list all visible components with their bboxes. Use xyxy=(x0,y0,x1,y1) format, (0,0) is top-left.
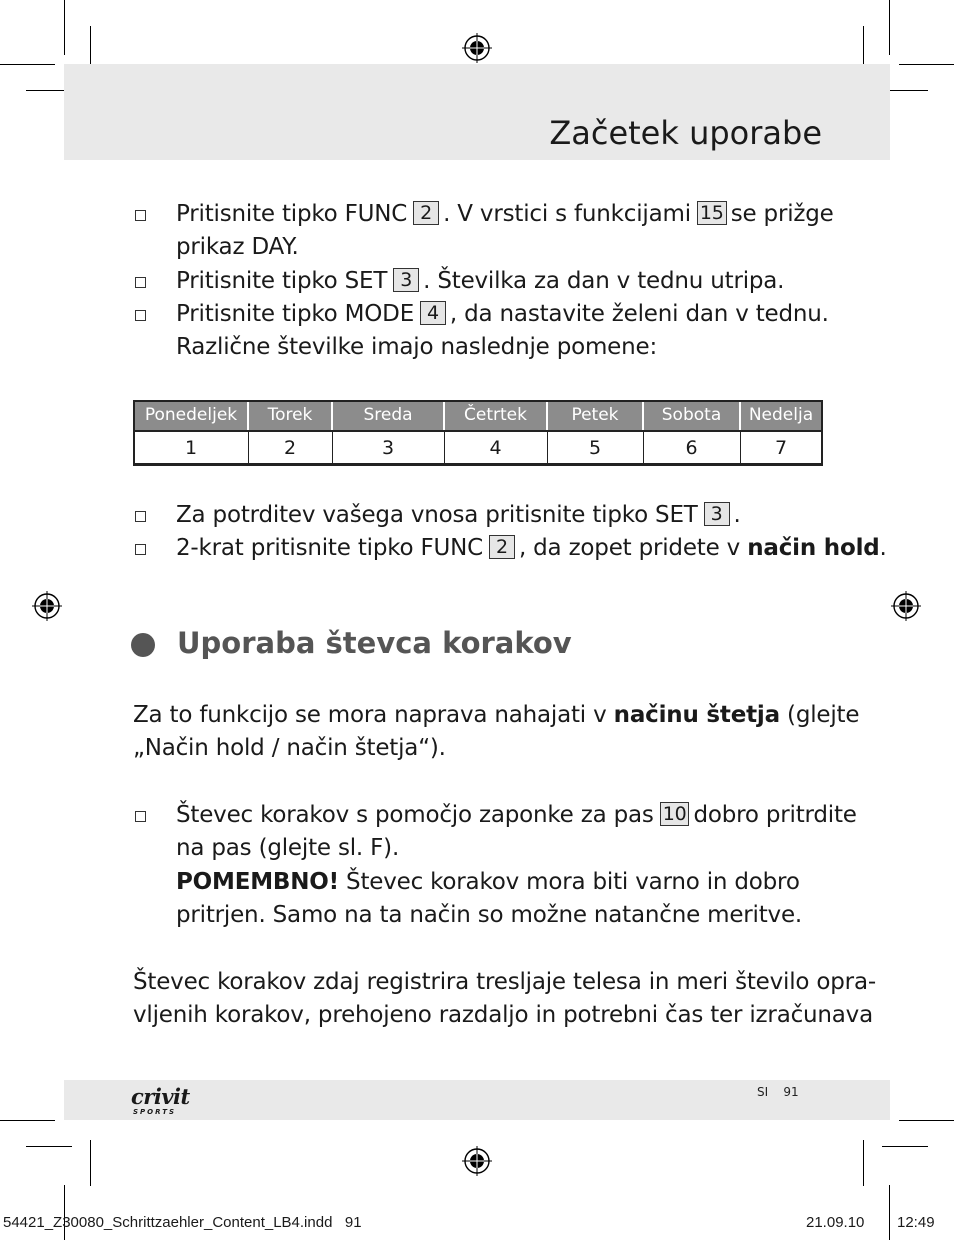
section-heading: Uporaba števca korakov xyxy=(177,626,572,660)
crop-mark xyxy=(882,1146,928,1147)
intro-line: „Način hold / način štetja“). xyxy=(133,735,446,761)
table-cell: 7 xyxy=(740,431,822,464)
table-header-cell: Ponedeljek xyxy=(134,400,248,431)
days-table-border xyxy=(133,400,823,466)
step-line xyxy=(176,298,829,331)
step-text: Pritisnite tipko SET xyxy=(176,268,388,294)
intro-line xyxy=(133,699,859,732)
step-text: . V vrstici s funkcijami xyxy=(443,201,691,227)
section-bullet-icon xyxy=(131,633,155,657)
step-line xyxy=(176,799,857,832)
crop-mark xyxy=(889,0,890,55)
crop-mark xyxy=(899,1120,954,1121)
step-text: Za potrditev vašega vnosa pritisnite tipko SET xyxy=(176,502,698,528)
square-bullet-icon xyxy=(135,310,146,321)
table-header-cell: Četrtek xyxy=(444,400,547,431)
page-info xyxy=(757,1085,799,1099)
step-line-continued: Različne številke imajo naslednje pomene: xyxy=(176,334,657,360)
intro-text: (glejte xyxy=(787,702,860,728)
crop-mark xyxy=(0,64,55,65)
table-header-cell: Petek xyxy=(547,400,643,431)
step-line-continued: na pas (glejte sl. F). xyxy=(176,835,400,861)
step-text: . xyxy=(733,502,741,528)
paragraph-line: vljenih korakov, prehojeno razdaljo in potrebni čas ter izračunava xyxy=(133,1002,873,1028)
crop-mark xyxy=(64,1185,65,1240)
crop-mark xyxy=(26,1146,72,1147)
brand-logo: crivit xyxy=(131,1084,190,1109)
step-text: Pritisnite tipko MODE xyxy=(176,301,415,327)
step-line xyxy=(176,499,741,532)
table-cell: 4 xyxy=(444,431,547,464)
key-reference: 3 xyxy=(393,268,419,292)
crop-mark xyxy=(90,1140,91,1186)
square-bullet-icon xyxy=(135,811,146,822)
table-header-cell: Nedelja xyxy=(740,400,822,431)
step-line xyxy=(176,265,784,298)
key-reference: 2 xyxy=(489,535,515,559)
mode-name: načinu štetja xyxy=(613,702,780,728)
square-bullet-icon xyxy=(135,544,146,555)
important-note xyxy=(176,866,800,899)
registration-mark-icon xyxy=(891,591,921,621)
registration-mark-icon xyxy=(32,591,62,621)
print-slug-time: 12:49 xyxy=(897,1214,935,1231)
step-line xyxy=(176,198,834,231)
table-cell: 1 xyxy=(134,431,248,464)
important-text: Števec korakov mora biti varno in dobro xyxy=(346,869,800,895)
crop-mark xyxy=(0,1120,55,1121)
crop-mark xyxy=(899,64,954,65)
step-line xyxy=(176,532,887,565)
key-reference: 3 xyxy=(704,502,730,526)
square-bullet-icon xyxy=(135,511,146,522)
key-reference: 2 xyxy=(413,201,439,225)
print-slug-date: 21.09.10 xyxy=(806,1214,865,1231)
step-text: Pritisnite tipko FUNC xyxy=(176,201,408,227)
key-reference: 15 xyxy=(697,201,727,225)
step-text: se prižge xyxy=(730,201,834,227)
step-text: , da nastavite želeni dan v tednu. xyxy=(449,301,829,327)
step-text: . xyxy=(879,535,887,561)
square-bullet-icon xyxy=(135,210,146,221)
step-line-continued: prikaz DAY. xyxy=(176,234,299,260)
page-number: 91 xyxy=(783,1085,799,1099)
brand-logo-sub: SPORTS xyxy=(133,1108,177,1116)
square-bullet-icon xyxy=(135,277,146,288)
important-note-continued: pritrjen. Samo na ta način so možne natančne meritve. xyxy=(176,902,803,928)
print-slug-file: 54421_Z30080_Schrittzaehler_Content_LB4.indd 91 xyxy=(3,1214,362,1231)
step-text: 2-krat pritisnite tipko FUNC xyxy=(176,535,484,561)
step-text: , da zopet pridete v xyxy=(518,535,741,561)
table-cell: 2 xyxy=(248,431,332,464)
key-reference: 4 xyxy=(420,301,446,325)
table-header-cell: Sreda xyxy=(332,400,444,431)
step-text: . Številka za dan v tednu utripa. xyxy=(423,268,785,294)
table-header-cell: Torek xyxy=(248,400,332,431)
key-reference: 10 xyxy=(660,802,690,826)
crop-mark xyxy=(64,0,65,55)
registration-mark-icon xyxy=(462,1146,492,1176)
language-code: SI xyxy=(757,1085,769,1099)
paragraph-line: Števec korakov zdaj registrira tresljaje telesa in meri število opra- xyxy=(133,969,876,995)
step-text: Števec korakov s pomočjo zaponke za pas xyxy=(176,802,654,828)
mode-name: način hold xyxy=(747,535,880,561)
crop-mark xyxy=(889,1185,890,1240)
intro-text: Za to funkcijo se mora naprava nahajati v xyxy=(133,702,607,728)
table-cell: 3 xyxy=(332,431,444,464)
table-cell: 5 xyxy=(547,431,643,464)
important-label: POMEMBNO! xyxy=(176,869,339,895)
page-title: Začetek uporabe xyxy=(549,114,822,152)
table-cell: 6 xyxy=(643,431,740,464)
crop-mark xyxy=(863,1140,864,1186)
registration-mark-icon xyxy=(462,33,492,63)
step-text: dobro pritrdite xyxy=(693,802,857,828)
table-header-cell: Sobota xyxy=(643,400,740,431)
